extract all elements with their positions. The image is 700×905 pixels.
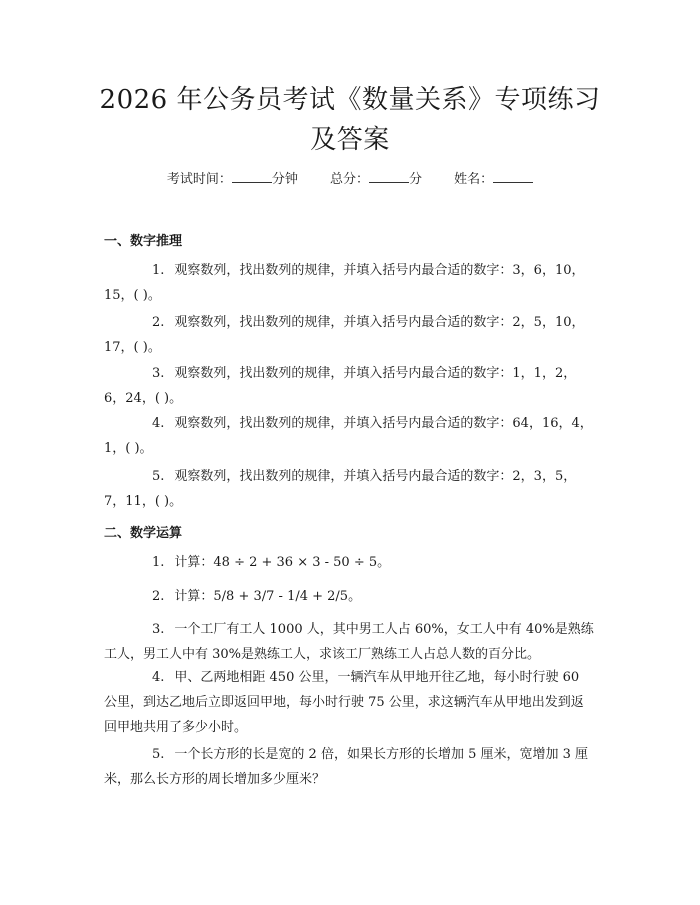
section-heading-number-reasoning: 一、数字推理 bbox=[104, 234, 183, 249]
question-number: 4. bbox=[152, 670, 165, 685]
exam-time-label: 考试时间： bbox=[166, 172, 232, 187]
question-text: 一个长方形的长是宽的 2 倍，如果长方形的长增加 5 厘米，宽增加 3 厘米，那么长方形的周长增加多少厘米？ bbox=[104, 747, 589, 787]
question-number: 5. bbox=[152, 469, 165, 484]
question-text: 计算：48 ÷ 2 + 36 × 3 - 50 ÷ 5。 bbox=[174, 555, 391, 570]
question-item bbox=[104, 665, 594, 740]
question-number: 3. bbox=[152, 622, 165, 637]
question-number: 1. bbox=[152, 263, 165, 278]
section-heading-math-operations: 二、数学运算 bbox=[104, 526, 183, 541]
question-item bbox=[104, 464, 594, 514]
question-item bbox=[104, 584, 594, 609]
question-number: 5. bbox=[152, 747, 165, 762]
name-label: 姓名： bbox=[454, 172, 494, 187]
question-text: 观察数列，找出数列的规律，并填入括号内最合适的数字：1，1，2，6，24，( )。 bbox=[104, 366, 577, 406]
question-item bbox=[104, 411, 594, 461]
total-score-label: 总分： bbox=[329, 172, 369, 187]
question-text: 一个工厂有工人 1000 人，其中男工人占 60%，女工人中有 40%是熟练工人，男工人中有 30%是熟练工人，求该工厂熟练工人占总人数的百分比。 bbox=[104, 622, 594, 662]
question-item bbox=[104, 310, 594, 360]
total-score-unit: 分 bbox=[409, 172, 423, 187]
name-blank bbox=[493, 170, 533, 183]
question-number: 4. bbox=[152, 416, 165, 431]
question-item bbox=[104, 617, 594, 667]
exam-info-line bbox=[0, 168, 700, 187]
question-item bbox=[104, 258, 594, 308]
question-item bbox=[104, 742, 594, 792]
exam-time-blank bbox=[232, 170, 272, 183]
question-number: 2. bbox=[152, 589, 165, 604]
page-title: 2026 年公务员考试《数量关系》专项练习及答案 bbox=[99, 85, 601, 155]
name-field bbox=[454, 168, 533, 187]
question-text: 观察数列，找出数列的规律，并填入括号内最合适的数字：3，6，10，15，( )。 bbox=[104, 263, 585, 303]
exam-time-field bbox=[167, 168, 298, 187]
question-number: 1. bbox=[152, 555, 165, 570]
total-score-field bbox=[330, 168, 422, 187]
question-number: 2. bbox=[152, 315, 165, 330]
question-item bbox=[104, 361, 594, 411]
exam-time-unit: 分钟 bbox=[271, 172, 298, 187]
question-text: 观察数列，找出数列的规律，并填入括号内最合适的数字：2，5，10，17，( )。 bbox=[104, 315, 585, 355]
total-score-blank bbox=[369, 170, 409, 183]
question-item bbox=[104, 550, 594, 575]
question-number: 3. bbox=[152, 366, 165, 381]
question-text: 甲、乙两地相距 450 公里，一辆汽车从甲地开往乙地，每小时行驶 60 公里，到达乙地后立即返回甲地，每小时行驶 75 公里，求这辆汽车从甲地出发到返回甲地共用了多少小时。 bbox=[104, 670, 584, 735]
question-text: 计算：5/8 + 3/7 - 1/4 + 2/5。 bbox=[174, 589, 362, 604]
question-text: 观察数列，找出数列的规律，并填入括号内最合适的数字：2，3，5，7，11，( )。 bbox=[104, 469, 577, 509]
question-text: 观察数列，找出数列的规律，并填入括号内最合适的数字：64，16，4，1，( )。 bbox=[104, 416, 593, 456]
